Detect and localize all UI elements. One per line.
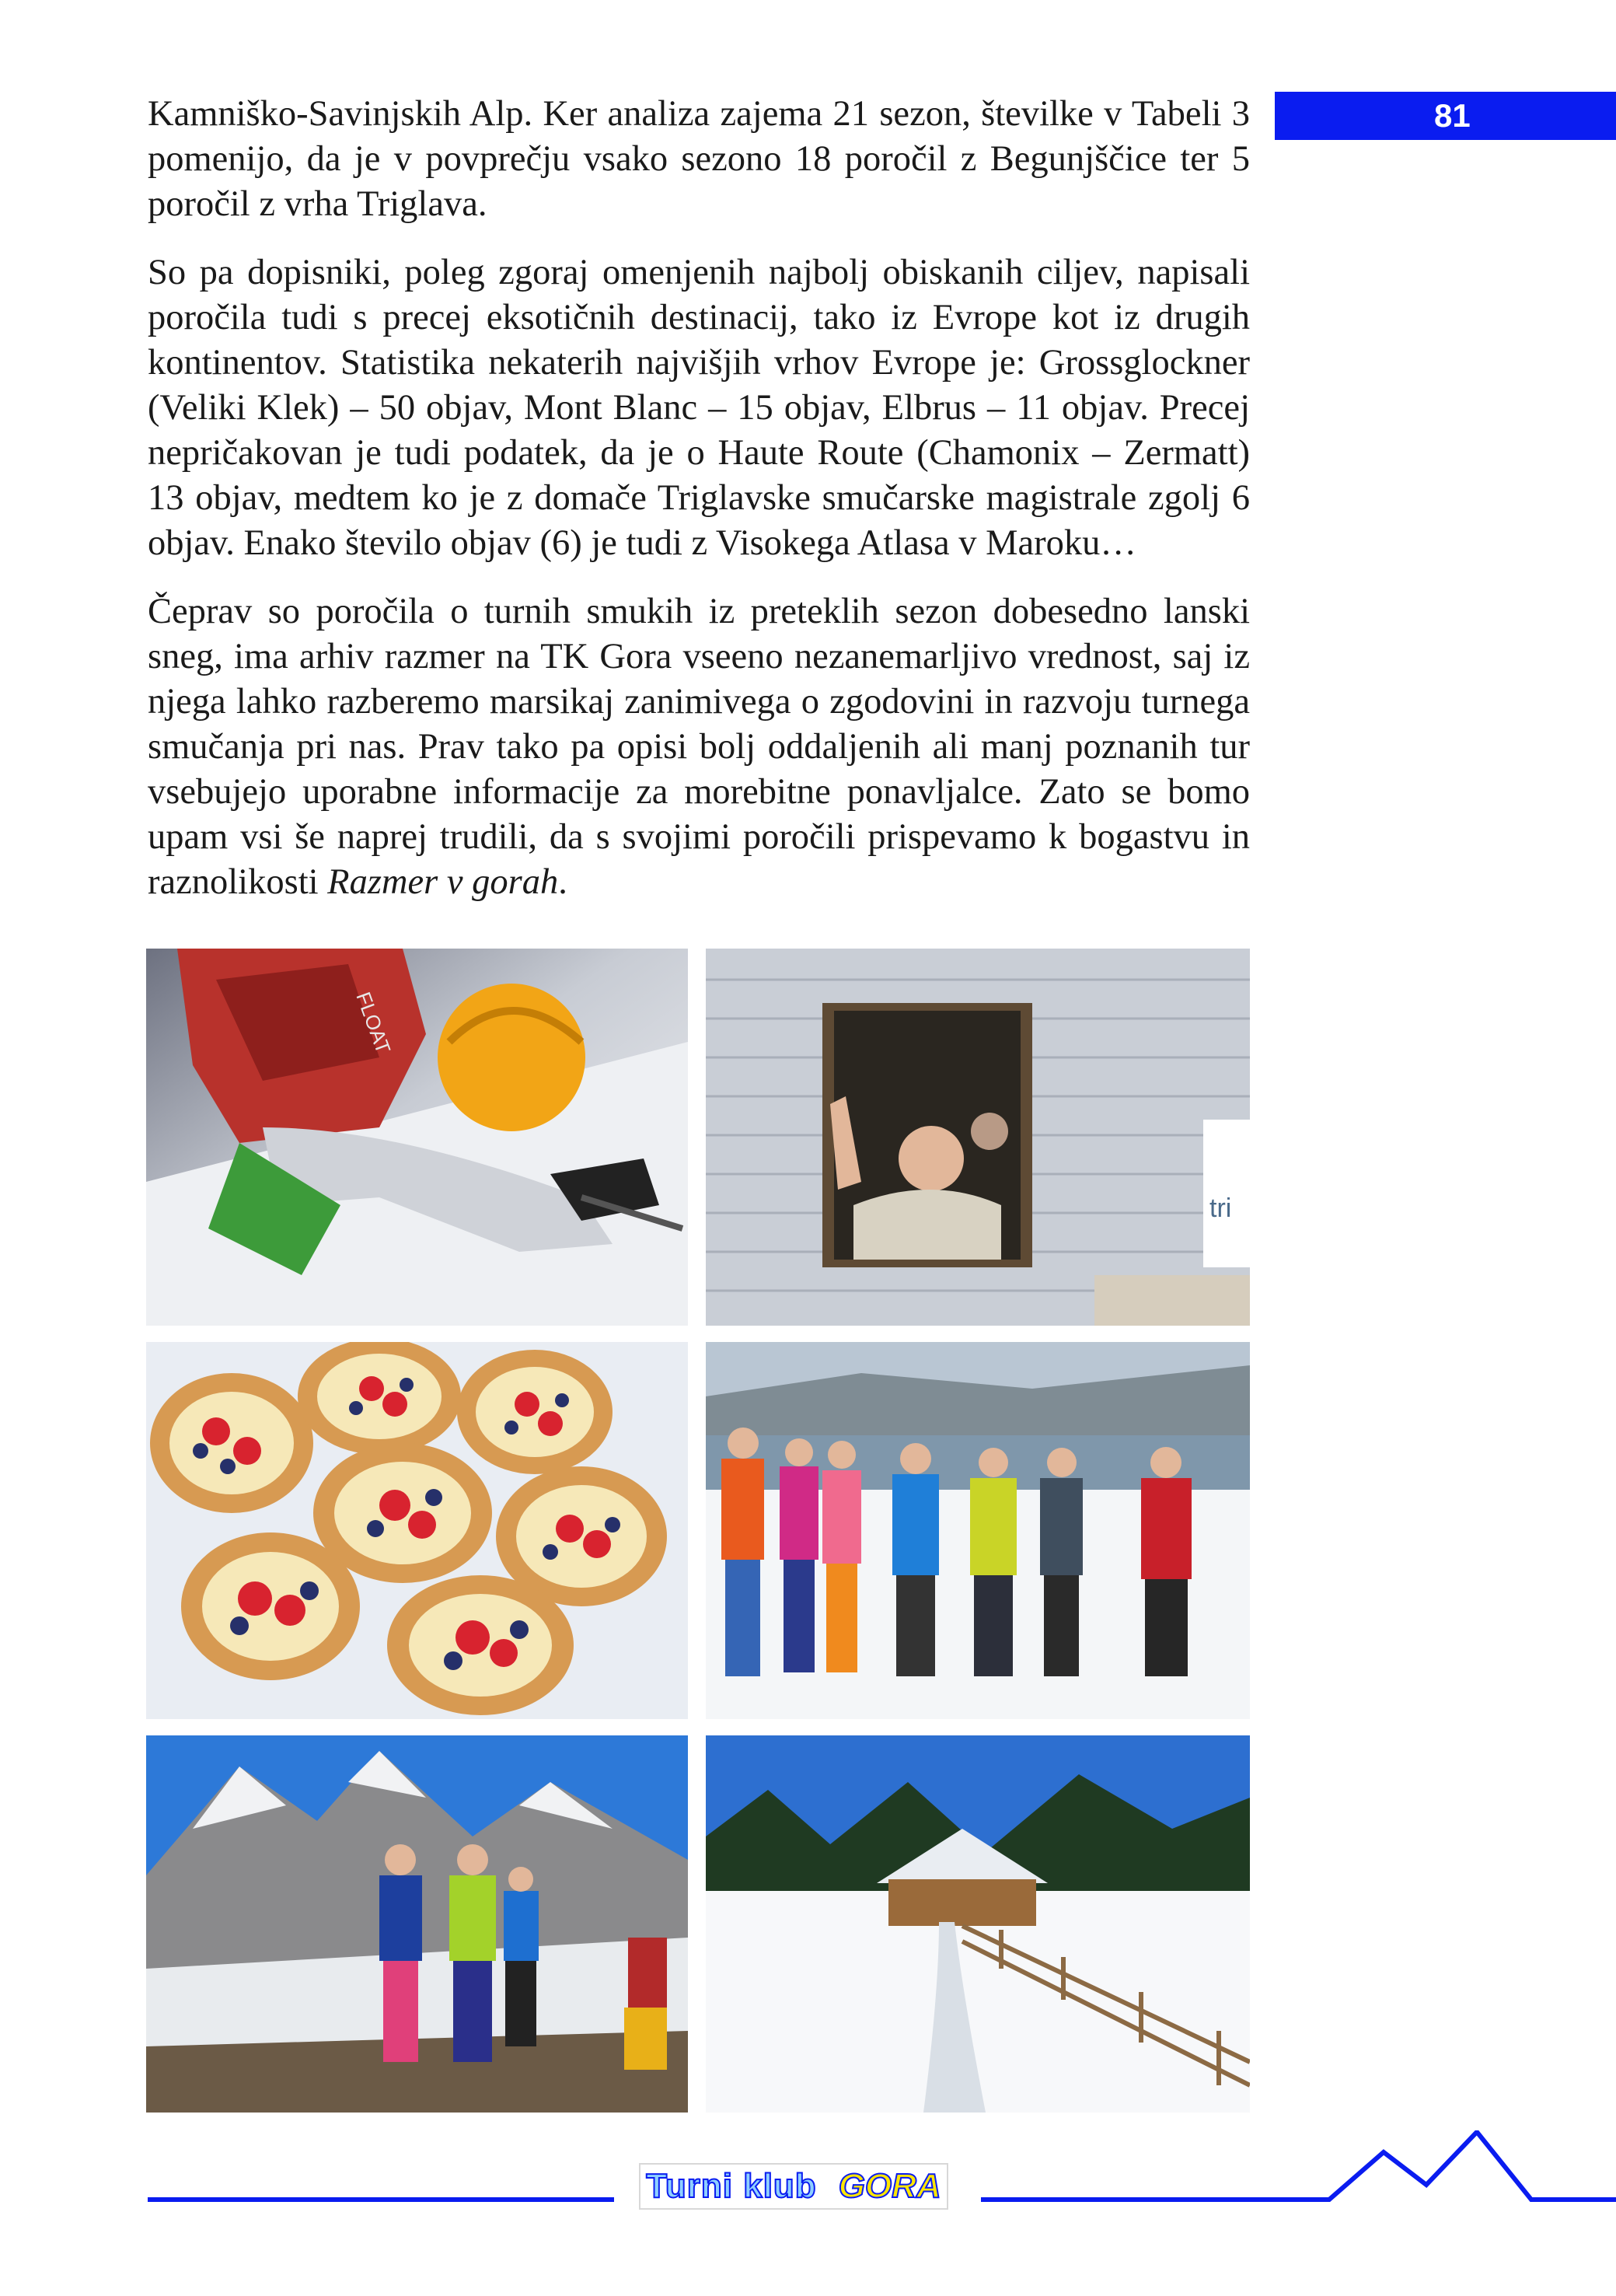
emphasis-text: Razmer v gorah (327, 862, 559, 902)
paragraph-3 (148, 589, 1250, 905)
photo-berry-tarts (146, 1342, 688, 1719)
page-number: 81 (1434, 97, 1471, 134)
paragraph-1: Kamniško-Savinjskih Alp. Ker analiza zajema 21 sezon, številke v Tabeli 3 pomenijo, da je v povprečju vsako sezono 18 poročil z Begunjščice ter 5 poročil z vrha Triglava. (148, 94, 1250, 224)
photo-mountain-group (146, 1735, 688, 2113)
photo-snowy-trail (706, 1735, 1250, 2113)
hut-sign-text: tri (1209, 1193, 1232, 1223)
article-text (148, 92, 1250, 928)
climber-pack-label: FLOAT (351, 988, 396, 1057)
paragraph-3-end: . (558, 862, 567, 902)
paragraph-2: So pa dopisniki, poleg zgoraj omenjenih najbolj obiskanih ciljev, napisali poročila tudi s precej eksotičnih destinacij, tako iz Evrope kot iz drugih kontinentov. Statistika nekaterih najvišjih vrhov Evrope je: Grossglockner (Veliki Klek) – 50 objav, Mont Blanc – 15 objav, Elbrus – 11 objav. Precej nepričakovan je tudi podatek, da je o Haute Route (Chamonix – Zermatt) 13 objav, medtem ko je z domače Triglavske smučarske magistrale zgolj 6 objav. Enako število objav (6) je tudi z Visokega Atlasa v Maroku… (148, 253, 1250, 563)
paragraph-3-text: Čeprav so poročila o turnih smukih iz preteklih sezon dobesedno lanski sneg, ima arhiv razmer na TK Gora vseeno nezanemarljivo vrednost, saj iz njega lahko razberemo marsikaj zanimivega o zgodovini in razvoju turnega smučanja pri nas. Prav tako pa opisi bolj oddaljenih ali manj poznanih tur vsebujejo uporabne informacije za morebitne ponavljalce. Zato se bomo upam vsi še naprej trudili, da s svojimi poročili prispevamo k bogastvu in raznolikosti (148, 592, 1250, 902)
footer-line-right (981, 2197, 1292, 2202)
photo-hut-window (706, 949, 1250, 1326)
logo-text-turni-klub: Turni klub (646, 2167, 817, 2205)
logo-text-gora: GORA (838, 2167, 941, 2205)
club-logo (639, 2163, 948, 2210)
photo-climber (146, 949, 688, 1326)
page-number-badge (1275, 92, 1616, 140)
photo-ski-group (706, 1342, 1250, 1719)
footer-line-left (148, 2197, 614, 2202)
mountain-line-icon (1275, 2130, 1616, 2216)
